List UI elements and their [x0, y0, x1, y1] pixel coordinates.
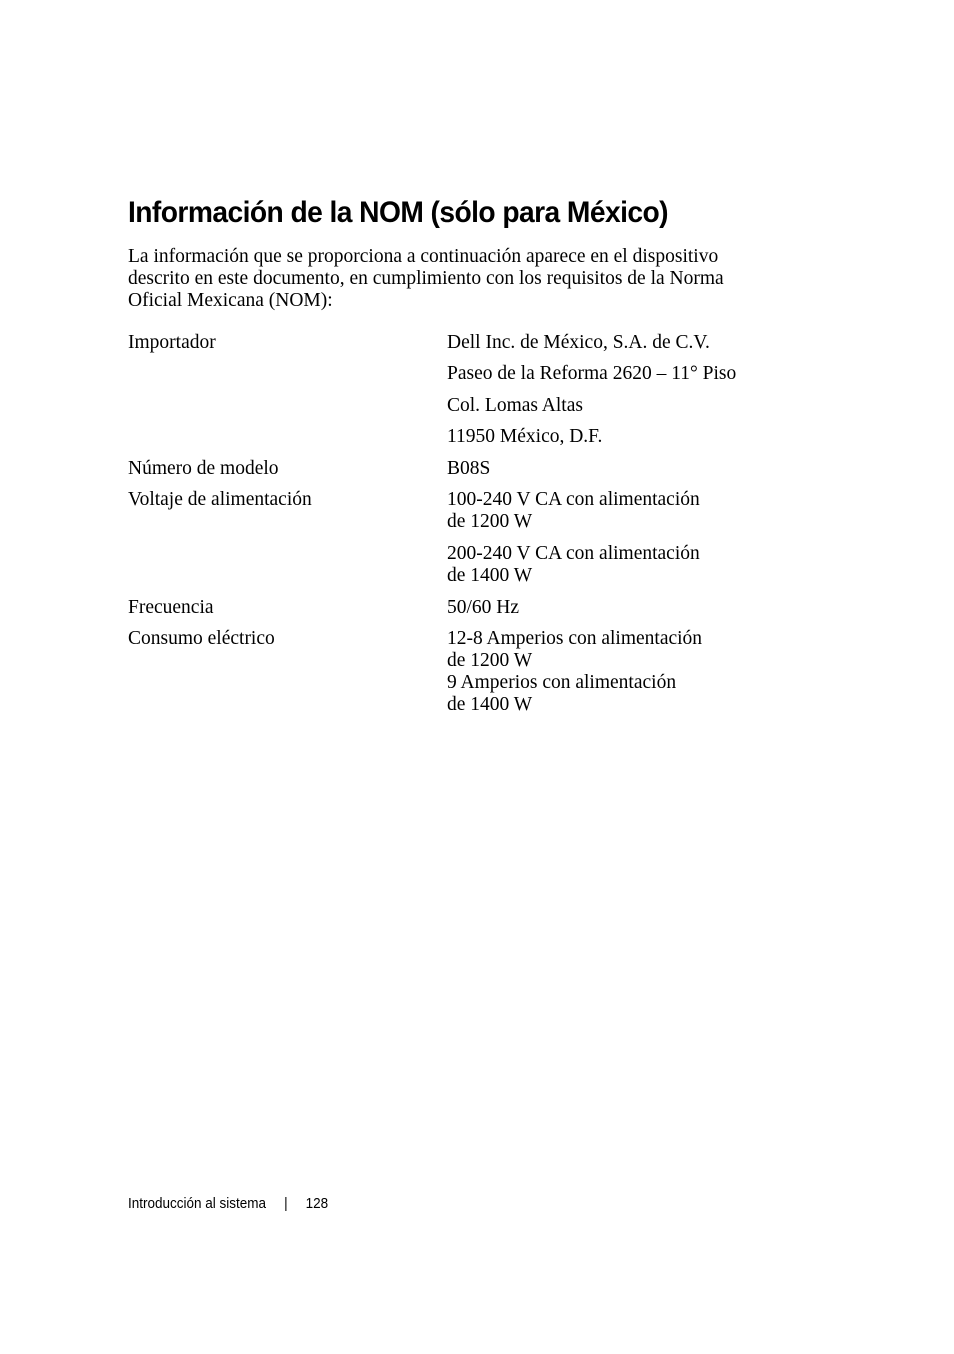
importer-city: 11950 México, D.F.	[447, 426, 603, 447]
voltage-line: de 1200 W	[447, 511, 533, 532]
intro-line: Oficial Mexicana (NOM):	[128, 290, 333, 311]
consumption-line: 12-8 Amperios con alimentación	[447, 628, 703, 649]
voltage-line: 200-240 V CA con alimentación	[447, 543, 700, 564]
page-footer	[128, 1194, 328, 1214]
footer-separator: |	[284, 1195, 288, 1212]
intro-line: descrito en este documento, en cumplimiento con los requisitos de la Norma	[128, 268, 724, 289]
importer-street: Paseo de la Reforma 2620 – 11° Piso	[447, 363, 737, 384]
page-title: Información de la NOM (sólo para México)	[128, 196, 668, 229]
importer-name: Dell Inc. de México, S.A. de C.V.	[447, 332, 710, 353]
consumption-line: de 1400 W	[447, 694, 533, 715]
consumption-line: 9 Amperios con alimentación	[447, 672, 677, 693]
intro-line: La información que se proporciona a continuación aparece en el dispositivo	[128, 246, 719, 267]
voltage-value-1200	[447, 489, 700, 533]
importer-label: Importador	[128, 332, 216, 353]
consumption-line: de 1200 W	[447, 650, 533, 671]
intro-paragraph	[128, 246, 828, 312]
consumption-label: Consumo eléctrico	[128, 628, 275, 649]
consumption-value	[447, 628, 702, 716]
frequency-label: Frecuencia	[128, 597, 214, 618]
frequency-value: 50/60 Hz	[447, 597, 520, 618]
voltage-line: 100-240 V CA con alimentación	[447, 489, 700, 510]
voltage-value-1400	[447, 543, 700, 587]
model-value: B08S	[447, 458, 491, 479]
voltage-label: Voltaje de alimentación	[128, 489, 312, 510]
importer-colony: Col. Lomas Altas	[447, 395, 583, 416]
model-label: Número de modelo	[128, 458, 279, 479]
voltage-line: de 1400 W	[447, 565, 533, 586]
page-number: 128	[305, 1195, 329, 1212]
footer-section: Introducción al sistema	[128, 1195, 267, 1212]
